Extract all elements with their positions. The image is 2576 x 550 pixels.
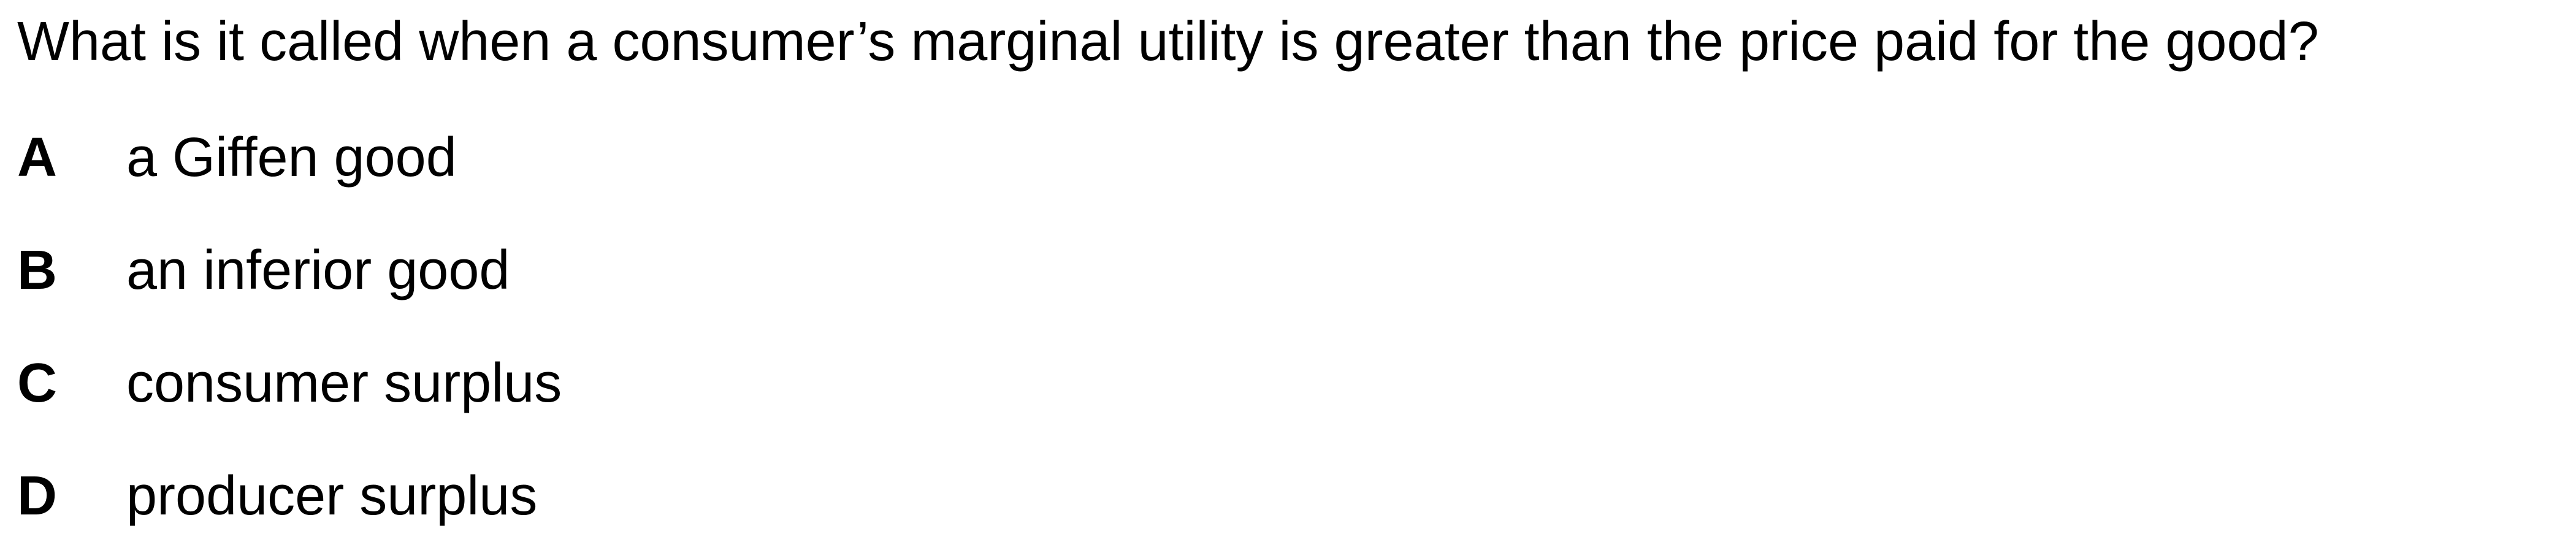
answer-options [17, 127, 562, 527]
option-text: a Giffen good [126, 127, 457, 188]
option-a[interactable] [17, 127, 562, 240]
option-text: producer surplus [126, 465, 538, 527]
option-d[interactable] [17, 465, 562, 527]
question-text: What is it called when a consumer’s marginal utility is greater than the price paid for the good? [17, 11, 2319, 72]
option-b[interactable] [17, 240, 562, 353]
option-text: consumer surplus [126, 353, 562, 414]
option-letter: A [17, 127, 57, 188]
option-letter: B [17, 240, 57, 301]
option-text: an inferior good [126, 240, 510, 301]
option-c[interactable] [17, 353, 562, 465]
option-letter: C [17, 353, 57, 414]
option-letter: D [17, 465, 57, 527]
